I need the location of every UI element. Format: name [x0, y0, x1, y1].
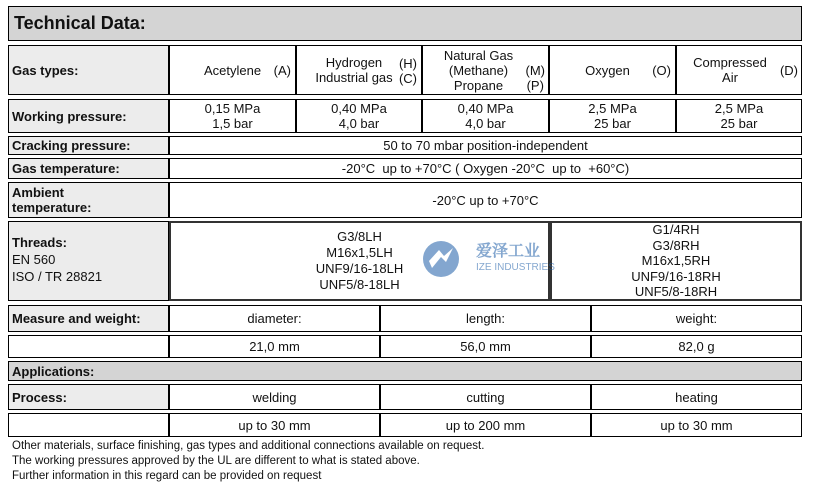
applications-header	[8, 361, 802, 381]
ize-industries-watermark	[420, 236, 560, 284]
threads-label: Threads:	[12, 235, 67, 250]
measure-value-weight	[591, 335, 802, 358]
measure-header-weight	[591, 305, 802, 332]
gas-type-hydrogen	[296, 45, 422, 95]
pressure-mpa: 0,40 MPa	[331, 101, 387, 116]
process-label	[8, 384, 169, 410]
working-pressure-label	[8, 99, 169, 133]
process-header-cutting	[380, 384, 591, 410]
working-pressure-value	[676, 99, 802, 133]
gas-code-line2: (C)	[398, 71, 417, 86]
thread-spec: UNF9/16-18LH	[315, 261, 404, 276]
pressure-bar: 1,5 bar	[212, 116, 253, 131]
process-value-cutting	[380, 413, 591, 437]
thread-spec: G3/8LH	[337, 229, 382, 244]
measure-header-text: diameter:	[247, 311, 302, 326]
threads-label-cell	[8, 221, 169, 301]
gas-name: Acetylene	[203, 62, 262, 78]
gas-type-compressed-air	[676, 45, 802, 95]
footnote: The working pressures approved by the UL are different to what is stated above.	[12, 455, 420, 467]
process-header-heating	[591, 384, 802, 410]
measure-header-text: length:	[465, 311, 506, 326]
gas-name: Oxygen	[585, 62, 630, 78]
working-pressure-value	[296, 99, 422, 133]
gas-temperature-label	[8, 158, 169, 179]
pressure-mpa: 2,5 MPa	[714, 101, 764, 116]
threads-standard-iso: ISO / TR 28821	[12, 269, 103, 284]
process-value-text: up to 30 mm	[238, 417, 311, 433]
gas-name-line1: Compressed	[693, 55, 767, 70]
gas-name-line1: Natural Gas	[443, 47, 514, 63]
gas-types-label	[8, 45, 169, 95]
gas-temperature-text: -20°C up to +70°C ( Oxygen -20°C up to +60°C)	[341, 161, 630, 176]
thread-spec: G3/8RH	[652, 237, 700, 253]
measure-weight-label	[8, 305, 169, 332]
threads-standard-en: EN 560	[12, 252, 56, 267]
thread-spec: M16x1,5LH	[326, 245, 393, 260]
ambient-temperature-label	[8, 182, 169, 218]
gas-code: (O)	[652, 63, 671, 78]
ambient-label-line2: temperature:	[12, 200, 92, 215]
gas-code: (D)	[779, 63, 798, 78]
ambient-temperature-text: -20°C up to +70°C	[432, 192, 539, 208]
measure-header-text: weight:	[675, 311, 718, 326]
measure-header-diameter	[169, 305, 380, 332]
process-value-text: up to 30 mm	[660, 417, 733, 433]
applications-label: Applications:	[12, 363, 95, 379]
process-label-text: Process:	[12, 389, 67, 405]
gas-code: (A)	[273, 63, 291, 78]
pressure-bar: 4,0 bar	[338, 116, 380, 131]
cracking-pressure-text: 50 to 70 mbar position-independent	[383, 138, 588, 153]
working-pressure-label-text: Working pressure:	[12, 108, 127, 124]
process-header-welding	[169, 384, 380, 410]
measure-value-length	[380, 335, 591, 358]
pressure-mpa: 0,15 MPa	[204, 101, 261, 116]
process-header-text: heating	[675, 389, 718, 405]
cracking-pressure-value	[169, 136, 802, 155]
thread-spec: M16x1,5RH	[641, 253, 711, 269]
process-value-heating	[591, 413, 802, 437]
threads-right-hand	[550, 221, 802, 301]
measure-header-length	[380, 305, 591, 332]
footnote: Further information in this regard can be provided on request	[12, 470, 322, 482]
ize-logo-icon	[420, 238, 462, 280]
measure-value-text: 82,0 g	[678, 339, 715, 354]
gas-code-line1: (M)	[525, 63, 545, 78]
process-value-welding	[169, 413, 380, 437]
gas-name-line1: Hydrogen	[325, 55, 383, 70]
gas-code-line1: (H)	[398, 56, 417, 71]
title-text: Technical Data:	[14, 13, 146, 33]
thread-spec: UNF5/8-18LH	[319, 277, 400, 292]
ambient-label-line1: Ambient	[12, 185, 64, 200]
page-title	[8, 6, 802, 41]
pressure-bar: 25 bar	[594, 116, 631, 131]
working-pressure-value	[422, 99, 549, 133]
process-values-spacer	[8, 413, 169, 437]
footnote: Other materials, surface finishing, gas types and additional connections available on request.	[12, 440, 485, 452]
pressure-bar: 4,0 bar	[465, 116, 506, 131]
gas-type-natural-gas	[422, 45, 549, 95]
thread-spec: UNF5/8-18RH	[634, 284, 718, 300]
working-pressure-value	[549, 99, 676, 133]
measure-value-text: 21,0 mm	[249, 339, 300, 354]
measure-values-spacer	[8, 335, 169, 358]
process-header-text: welding	[252, 389, 297, 405]
gas-type-oxygen	[549, 45, 676, 95]
process-header-text: cutting	[466, 389, 505, 405]
thread-spec: G1/4RH	[652, 222, 700, 238]
gas-temperature-label-text: Gas temperature:	[12, 161, 120, 176]
process-value-text: up to 200 mm	[445, 417, 526, 433]
measure-value-text: 56,0 mm	[460, 339, 511, 354]
pressure-mpa: 2,5 MPa	[588, 101, 637, 116]
cracking-pressure-label-text: Cracking pressure:	[12, 138, 131, 153]
measure-value-diameter	[169, 335, 380, 358]
gas-code-line2: (P)	[526, 78, 544, 93]
measure-weight-label-text: Measure and weight:	[12, 311, 141, 326]
gas-name-line2: (Methane)	[448, 62, 509, 78]
working-pressure-value	[169, 99, 296, 133]
thread-spec: UNF9/16-18RH	[631, 268, 721, 284]
cracking-pressure-label	[8, 136, 169, 155]
gas-types-label-text: Gas types:	[12, 62, 79, 78]
watermark-cn: 爱泽工业	[476, 243, 541, 260]
gas-name-line2: Air	[722, 70, 738, 85]
gas-type-acetylene	[169, 45, 296, 95]
pressure-mpa: 0,40 MPa	[457, 101, 514, 116]
gas-name-line2: Industrial gas	[315, 70, 393, 85]
gas-name-line3: Propane	[453, 77, 504, 93]
ambient-temperature-value	[169, 182, 802, 218]
gas-temperature-value	[169, 158, 802, 179]
pressure-bar: 25 bar	[720, 116, 758, 131]
watermark-en: IZE INDUSTRIES	[476, 262, 555, 273]
